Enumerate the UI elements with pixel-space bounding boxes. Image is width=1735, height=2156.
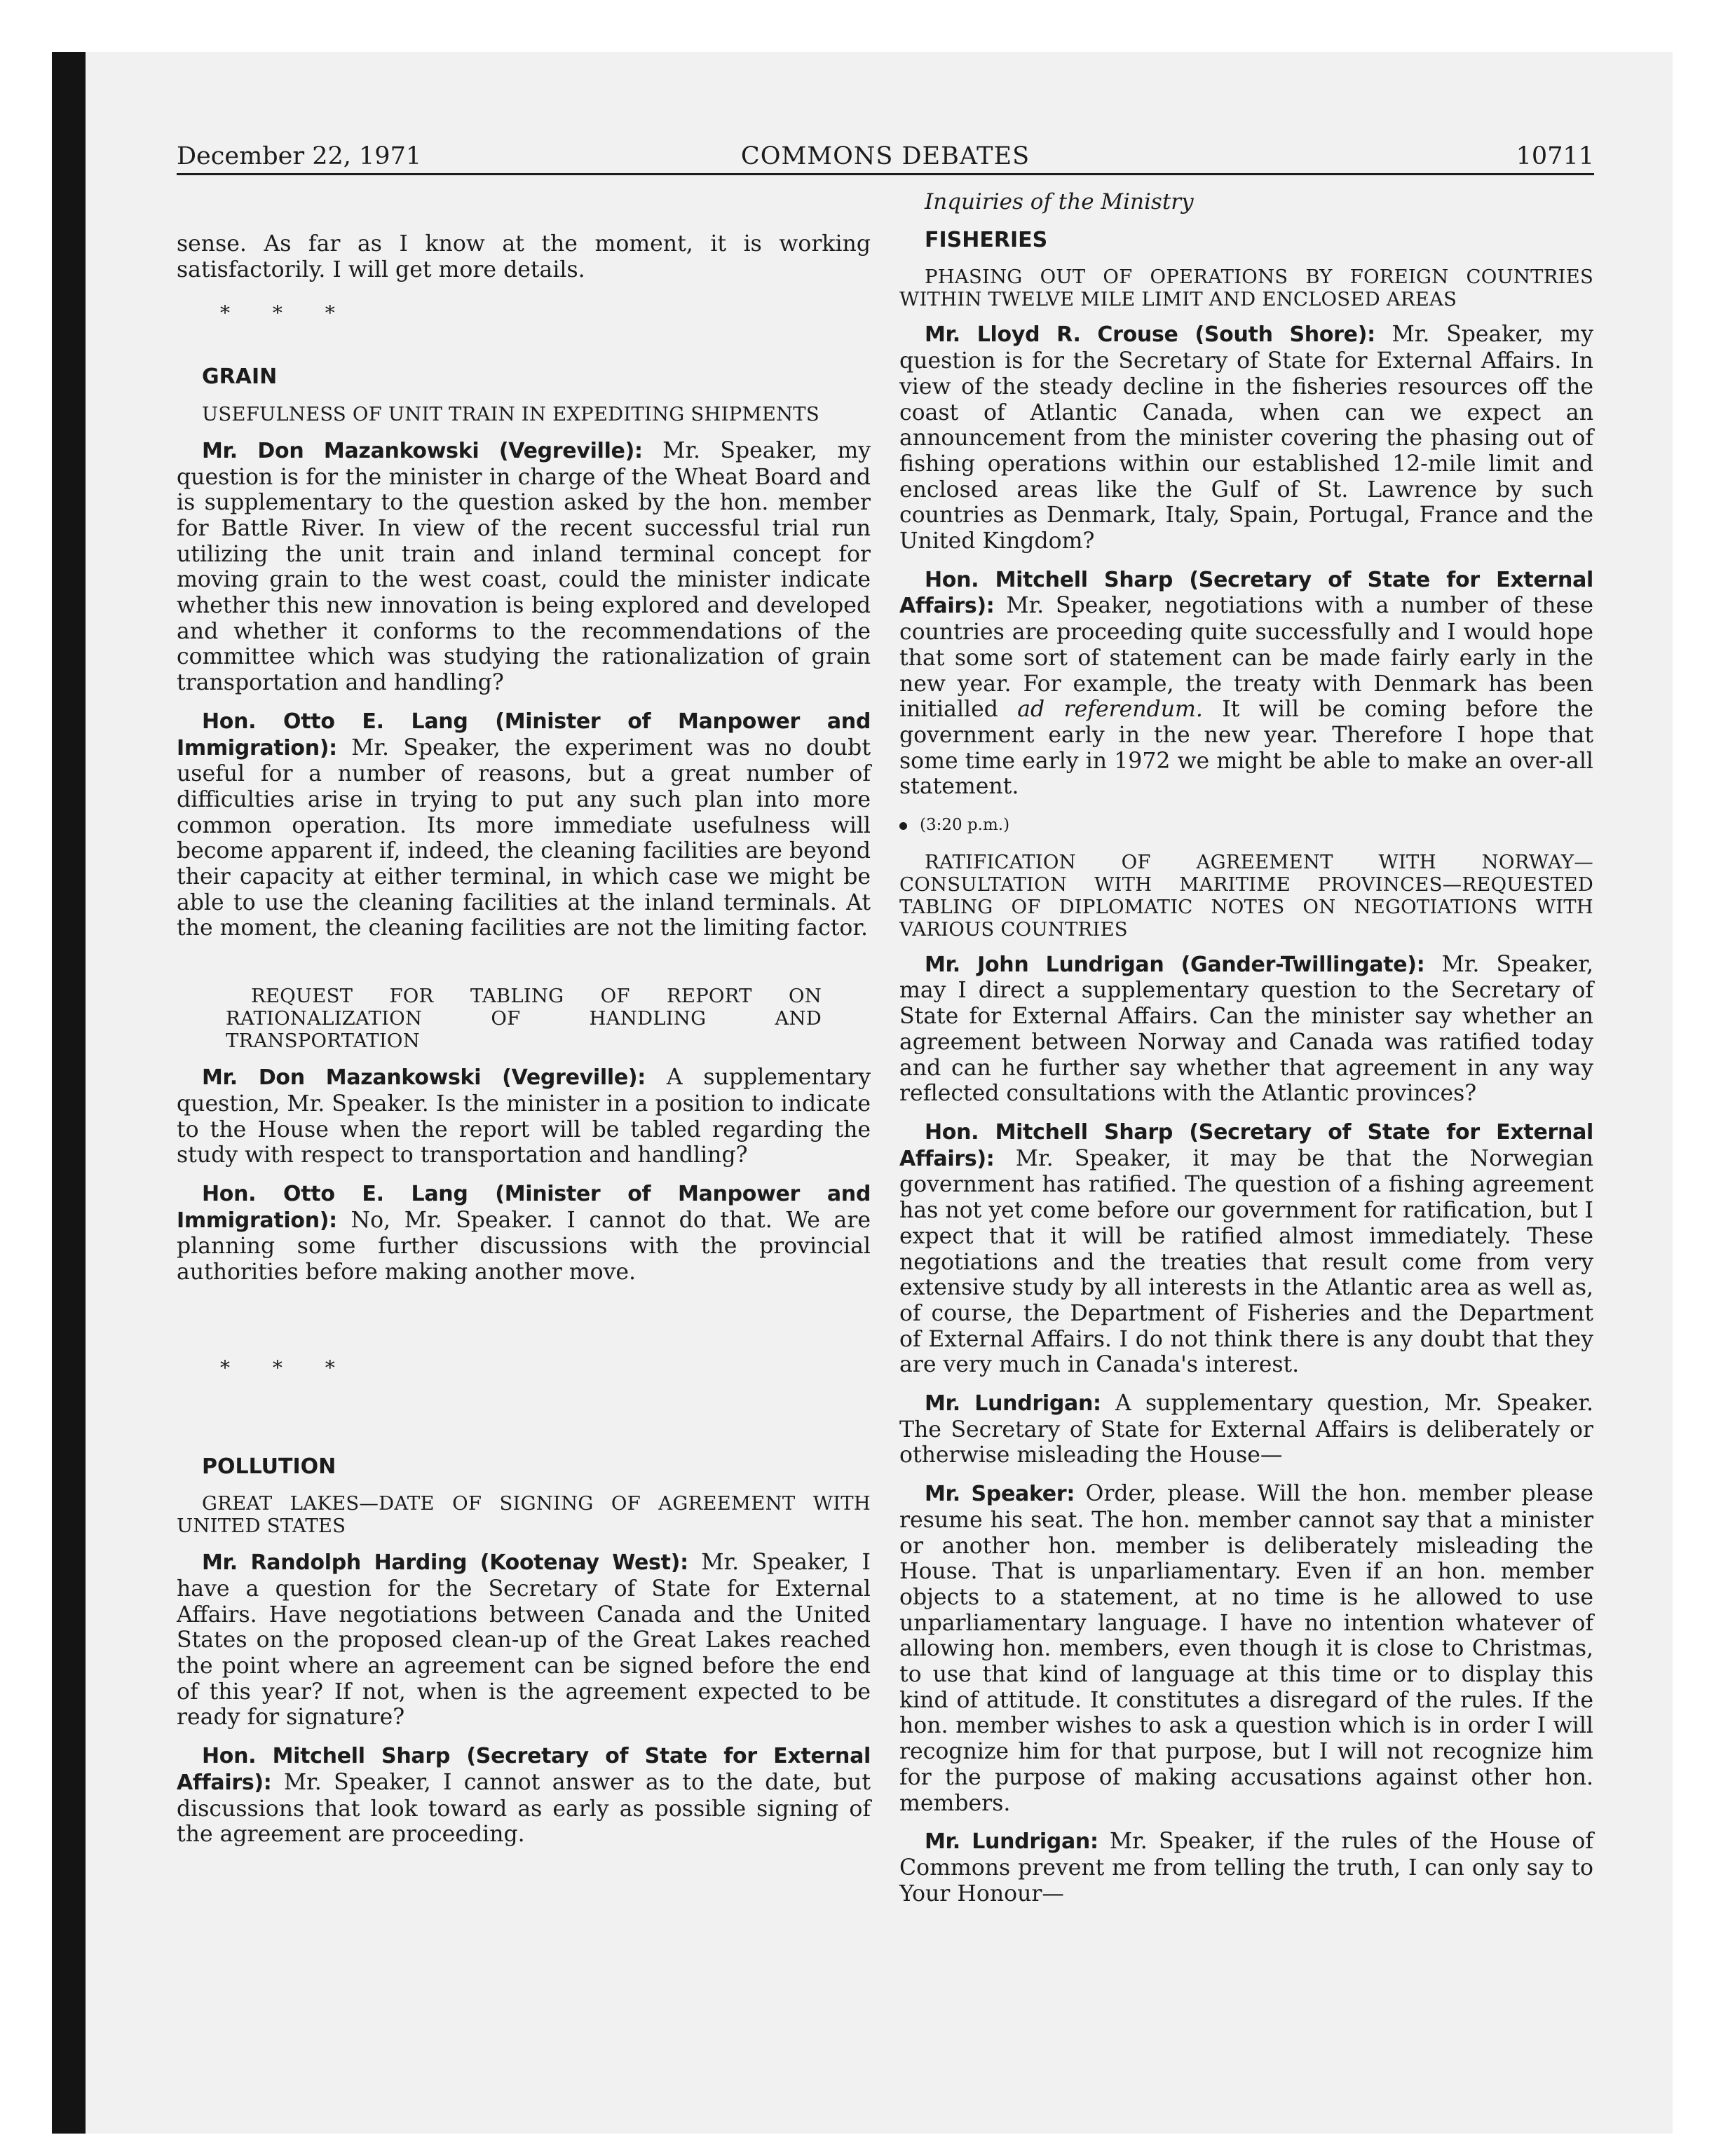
section-heading-pollution: POLLUTION [202,1454,336,1479]
subheading-ratification: RATIFICATION OF AGREEMENT WITH NORWAY—CONSULTATION WITH MARITIME PROVINCES—REQUESTED TABLING OF DIPLOMATIC NOTES ON NEGOTIATIONS WITH VARIOUS COUNTRIES [899,850,1593,941]
bullet-icon [899,822,907,830]
speech-text: No, Mr. Speaker. I cannot do that. We are planning some further discussions with the provincial authorities before making another move. [177,1207,871,1285]
speech-text: Mr. Speaker, my question is for the minister in charge of the Wheat Board and is supplementary to the question asked by the hon. member for Battle River. In view of the recent successful trial run utilizing the unit train and inland terminal concept for moving grain to the west coast, could the minister indicate whether this new innovation is being explored and developed and whether it conforms to the recommendations of the committee which was studying the rationalization of grain transportation and handling? [177,437,871,696]
speech-text: A supplementary question, Mr. Speaker. Is the minister in a position to indicate to the House when the report will be tabled regarding the study with respect to transportation and handling? [177,1065,871,1168]
speech-paragraph [177,438,871,696]
time-stamp [899,812,1593,838]
subheading-great-lakes: GREAT LAKES—DATE OF SIGNING OF AGREEMENT WITH UNITED STATES [177,1492,871,1538]
speaker-name: Mr. Speaker: [925,1482,1075,1507]
speaker-name: Mr. Lundrigan: [925,1391,1101,1417]
inquiries-heading: Inquiries of the Ministry [925,189,1194,214]
running-head [177,142,1594,175]
speech-text: A supplementary question, Mr. Speaker. The Secretary of State for External Affairs is deliberately or otherwise misleading the House— [899,1391,1593,1468]
speech-paragraph [899,1481,1593,1816]
section-divider-stars: * * * [220,1356,353,1379]
speaker-name: Hon. Mitchell Sharp (Secretary of State for External Affairs): [177,1744,871,1795]
section-heading-grain: GRAIN [202,364,278,390]
page-number: 10711 [1516,142,1594,170]
speech-text: Mr. Speaker, negotiations with a number of these countries are proceeding quite successfully and I would hope that some sort of statement can be made fairly early in the new year. For example, the treaty with Denmark has been initialled [899,593,1593,723]
speech-paragraph [899,567,1593,800]
speech-text: Mr. Speaker, if the rules of the House of Commons prevent me from telling the truth, I can only say to Your Honour— [899,1829,1593,1906]
speaker-name: Hon. Mitchell Sharp (Secretary of State for External Affairs): [899,1119,1593,1171]
speech-text: Mr. Speaker, I cannot answer as to the date, but discussions that look toward as early as possible signing of the agreement are proceeding. [177,1769,871,1848]
section-heading-fisheries: FISHERIES [925,227,1048,252]
speech-paragraph [899,322,1593,554]
speech-paragraph [899,1829,1593,1906]
header-title: COMMONS DEBATES [740,142,1030,170]
header-date: December 22, 1971 [177,142,422,170]
italic-latin-phrase: ad referendum. [1017,697,1203,723]
speech-paragraph [899,952,1593,1107]
speaker-name: Hon. Otto E. Lang (Minister of Manpower and Immigration): [177,1181,871,1233]
speech-paragraph [899,1119,1593,1378]
speech-paragraph [177,1550,871,1731]
subheading-unit-train: USEFULNESS OF UNIT TRAIN IN EXPEDITING SHIPMENTS [202,402,819,425]
speech-paragraph [177,1743,871,1848]
section-divider-stars: * * * [220,301,353,325]
right-column [899,189,1593,1919]
speech-paragraph [177,1181,871,1285]
speech-text: Mr. Speaker, I have a question for the Secretary of State for External Affairs. Have negotiations between Canada and the United States on the proposed clean-up of the Great Lakes reached the point where an agreement can be signed before the end of this year? If not, when is the agreement expected to be ready for signature? [177,1550,871,1731]
speaker-name: Mr. Don Mazankowski (Vegreville): [202,1065,646,1091]
subheading-phasing-out: PHASING OUT OF OPERATIONS BY FOREIGN COUNTRIES WITHIN TWELVE MILE LIMIT AND ENCLOSED AREAS [899,266,1593,311]
speaker-name: Hon. Otto E. Lang (Minister of Manpower and Immigration): [177,709,871,760]
speech-text: Mr. Speaker, my question is for the Secretary of State for External Affairs. In view of the steady decline in the fisheries resources off the coast of Atlantic Canada, when can we expect an announcement from the minister covering the phasing out of fishing operations within our established 12-mile limit and enclosed areas like the Gulf of St. Lawrence by such countries as Denmark, Italy, Spain, Portugal, France and the United Kingdom? [899,322,1594,554]
speaker-name: Mr. John Lundrigan (Gander-Twillingate): [925,952,1425,977]
time-stamp-text: (3:20 p.m.) [920,816,1010,835]
speech-text: Mr. Speaker, it may be that the Norwegian government has ratified. The question of a fishing agreement has not yet come before our government for ratification, but I expect that it will be ratified almost immediately. These negotiations and the treaties that result come from very extensive study by all interests in the Atlantic area as well as, of course, the Department of Fisheries and the Department of External Affairs. I do not think there is any doubt that they are very much in Canada's interest. [899,1145,1593,1378]
scan-edge-strip [52,52,86,2134]
speaker-name: Mr. Randolph Harding (Kootenay West): [202,1550,688,1576]
speech-text: Order, please. Will the hon. member please resume his seat. The hon. member cannot say that a minister or another hon. member is deliberately misleading the House. That is unparliamentary. Even if an hon. member objects to a statement, at no time is he allowed to use unparliamentary language. I have no intention whatever of allowing hon. members, even though it is close to Christmas, to use that kind of language at this time or to display this kind of attitude. It constitutes a disregard of the rules. If the hon. member wishes to ask a question which is in order I will recognize him for that purpose, but I will not recognize him for the purpose of making accusations against other hon. members. [899,1481,1593,1816]
speech-text: It will be coming before the government early in the new year. Therefore I hope that some time early in 1972 we might be able to make an over-all statement. [899,697,1593,800]
left-column [177,189,871,1860]
speech-paragraph [177,709,871,941]
subheading-request-tabling: REQUEST FOR TABLING OF REPORT ON RATIONALIZATION OF HANDLING AND TRANSPORTATION [226,985,822,1053]
speaker-name: Mr. Don Mazankowski (Vegreville): [202,438,643,463]
speaker-name: Mr. Lloyd R. Crouse (South Shore): [925,322,1375,348]
speech-paragraph [899,1391,1593,1468]
opening-paragraph: sense. As far as I know at the moment, it is working satisfactorily. I will get more details. [177,231,871,282]
speech-text: Mr. Speaker, the experiment was no doubt useful for a number of reasons, but a great number of difficulties arise in trying to put any such plan into more common operation. Its more immediate usefulness will become apparent if, indeed, the cleaning facilities are beyond their capacity at either terminal, in which case we might be able to use the cleaning facilities at the inland terminals. At the moment, the cleaning facilities are not the limiting factor. [177,735,871,941]
speaker-name: Hon. Mitchell Sharp (Secretary of State for External Affairs): [899,567,1593,619]
speech-paragraph [177,1065,871,1168]
speaker-name: Mr. Lundrigan: [925,1829,1098,1855]
speech-text: Mr. Speaker, may I direct a supplementary question to the Secretary of State for External Affairs. Can the minister say whether an agreement between Norway and Canada was ratified today and can he further say whether that agreement in any way reflected consultations with the Atlantic provinces? [899,951,1593,1107]
